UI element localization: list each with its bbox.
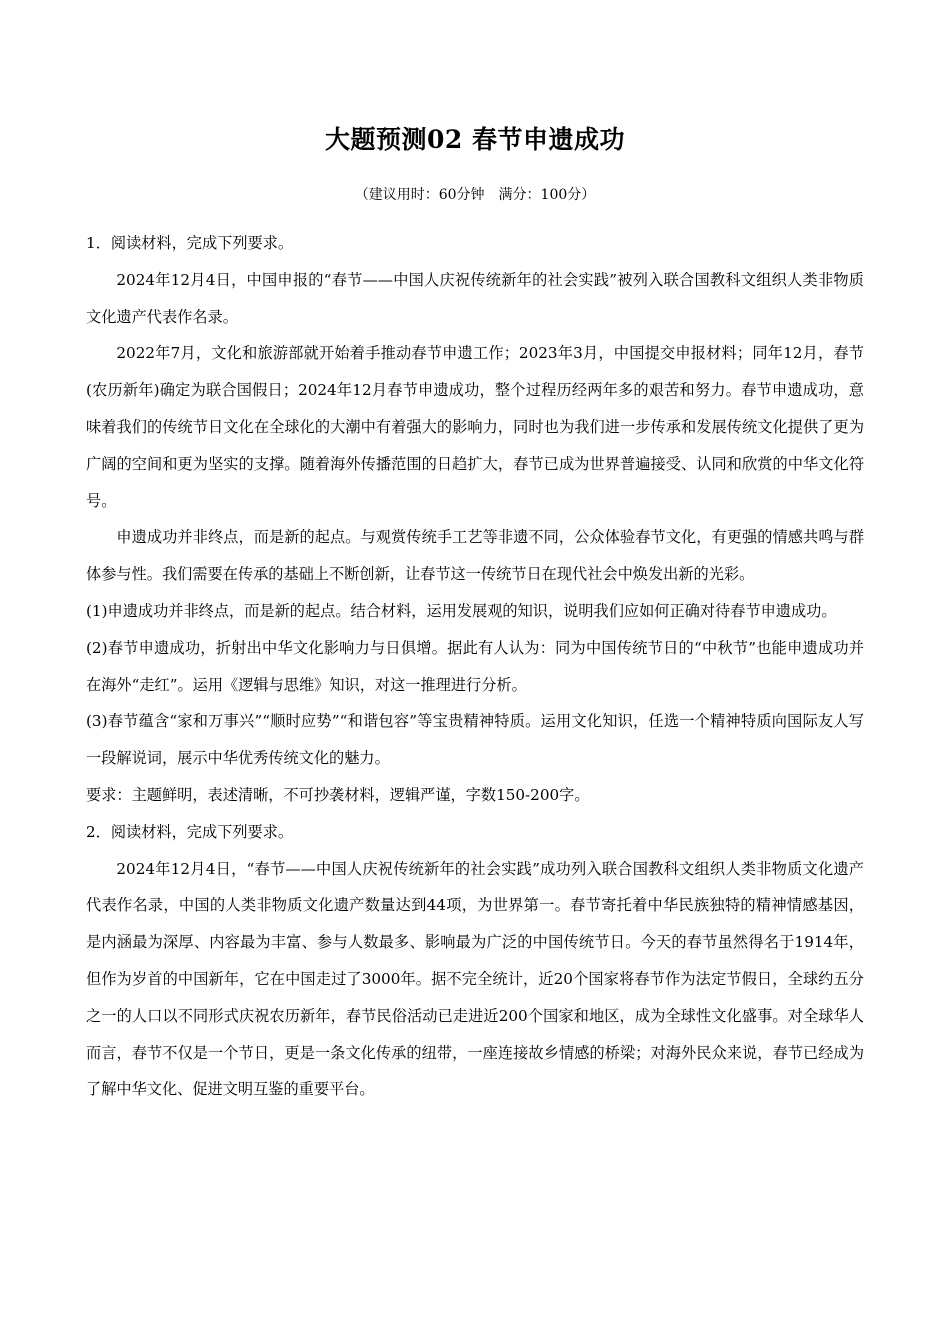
question-stem: 1．阅读材料，完成下列要求。 bbox=[86, 234, 294, 252]
requirement-note: 要求：主题鲜明，表述清晰，不可抄袭材料，逻辑严谨，字数150-200字。 bbox=[86, 785, 590, 804]
page-title: 大题预测02 春节申遗成功 bbox=[325, 125, 625, 154]
material-paragraph: 2024年12月4日，“春节——中国人庆祝传统新年的社会实践”成功列入联合国教科文组织人类非物质文化遗产代表作名录，中国的人类非物质文化遗产数量达到44项，为世界第一。春节寄托着中华民族独特的精神情感基因，是内涵最为深厚、内容最为丰富、参与人数最多、影响最为广泛的中国传统节日。今天的春节虽然得名于1914年，但作为岁首的中国新年，它在中国走过了3000年。据不完全统计，近20个国家将春节作为法定节假日，全球约五分之一的人口以不同形式庆祝农历新年，春节民俗活动已走进近200个国家和地区，成为全球性文化盛事。对全球华人而言，春节不仅是一个节日，更是一条文化传承的纽带，一座连接故乡情感的桥梁；对海外民众来说，春节已经成为了解中华文化、促进文明互鉴的重要平台。 bbox=[86, 859, 864, 1099]
question-2 bbox=[86, 814, 864, 1108]
question-1 bbox=[86, 225, 864, 814]
subquestion: (3)春节蕴含“家和万事兴”“顺时应势”“和谐包容”等宝贵精神特质。运用文化知识，任选一个精神特质向国际友人写一段解说词，展示中华优秀传统文化的魅力。 bbox=[86, 712, 864, 768]
material-paragraph: 2022年7月，文化和旅游部就开始着手推动春节申遗工作；2023年3月，中国提交申报材料；同年12月，春节(农历新年)确定为联合国假日；2024年12月春节申遗成功，整个过程历经两年多的艰苦和努力。春节申遗成功，意味着我们的传统节日文化在全球化的大潮中有着强大的影响力，同时也为我们进一步传承和发展传统文化提供了更为广阔的空间和更为坚实的支撑。随着海外传播范围的日趋扩大，春节已成为世界普遍接受、认同和欣赏的中华文化符号。 bbox=[86, 344, 864, 510]
question-stem: 2．阅读材料，完成下列要求。 bbox=[86, 822, 294, 841]
material-paragraph: 2024年12月4日，中国申报的“春节——中国人庆祝传统新年的社会实践”被列入联合国教科文组织人类非物质文化遗产代表作名录。 bbox=[86, 270, 864, 326]
document-body bbox=[86, 225, 864, 1108]
subquestion: (2)春节申遗成功，折射出中华文化影响力与日俱增。据此有人认为：同为中国传统节日的“中秋节”也能申遗成功并在海外“走红”。运用《逻辑与思维》知识，对这一推理进行分析。 bbox=[86, 638, 864, 694]
material-paragraph: 申遗成功并非终点，而是新的起点。与观赏传统手工艺等非遗不同，公众体验春节文化，有更强的情感共鸣与群体参与性。我们需要在传承的基础上不断创新，让春节这一传统节日在现代社会中焕发出新的光彩。 bbox=[86, 528, 864, 584]
subquestion: (1)申遗成功并非终点，而是新的起点。结合材料，运用发展观的知识，说明我们应如何正确对待春节申遗成功。 bbox=[86, 601, 837, 620]
page-subtitle: （建议用时：60分钟 满分：100分） bbox=[354, 187, 596, 203]
